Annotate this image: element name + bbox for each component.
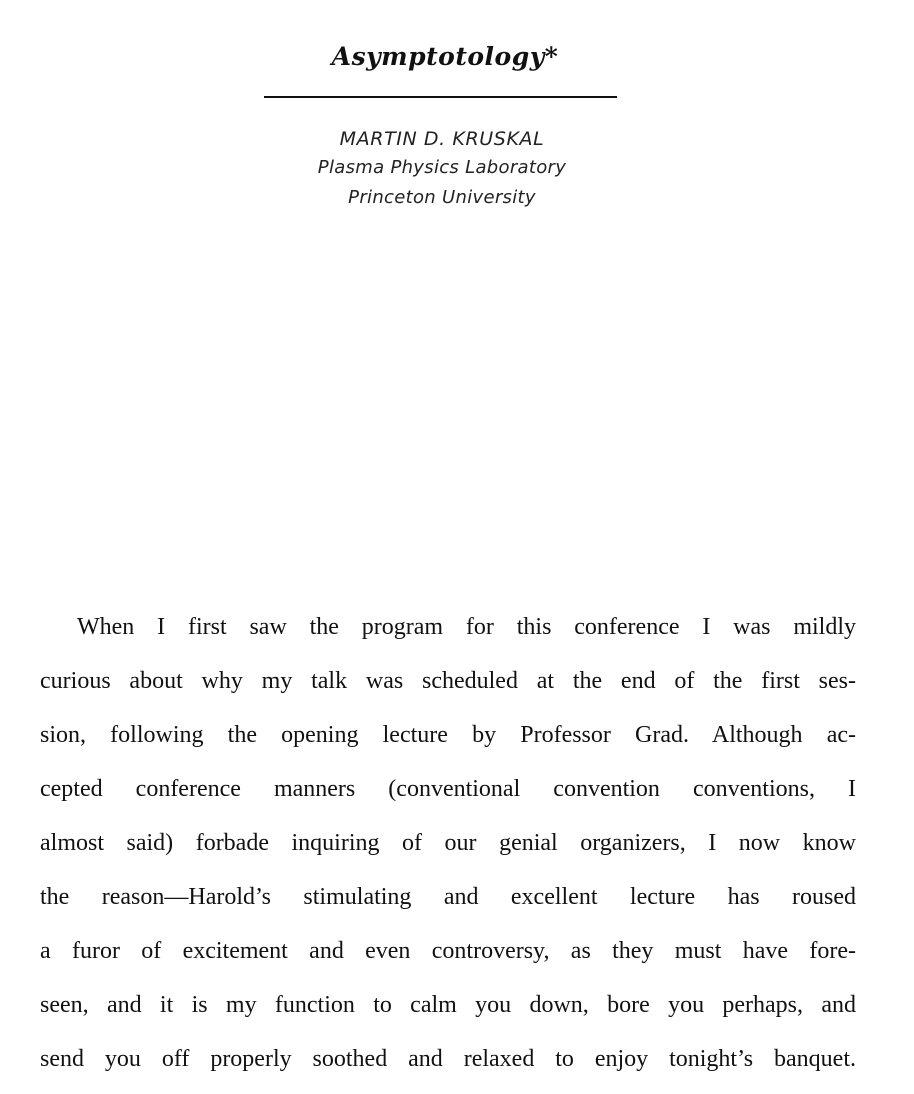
author-name: MARTIN D. KRUSKAL xyxy=(339,128,545,150)
paragraph-line: a furor of excitement and even controversy, as they must have fore- xyxy=(40,938,856,964)
paragraph-line: almost said) forbade inquiring of our genial organizers, I now know xyxy=(40,830,856,856)
paragraph-line: curious about why my talk was scheduled at the end of the first ses- xyxy=(40,668,856,694)
paragraph-line: seen, and it is my function to calm you down, bore you perhaps, and xyxy=(40,992,856,1018)
paragraph-line: sion, following the opening lecture by Professor Grad. Although ac- xyxy=(40,722,856,748)
title-underline-rule xyxy=(264,96,617,98)
paragraph-line: the reason—Harold’s stimulating and excellent lecture has roused xyxy=(40,884,856,910)
paragraph-line: When I first saw the program for this conference I was mildly xyxy=(77,614,856,640)
author-affiliation-university: Princeton University xyxy=(348,187,536,208)
paper-title: Asymptotology* xyxy=(331,42,559,71)
paragraph-line: send you off properly soothed and relaxed to enjoy tonight’s banquet. xyxy=(40,1046,856,1072)
body-paragraph xyxy=(40,600,856,1086)
author-affiliation-lab: Plasma Physics Laboratory xyxy=(317,157,567,178)
paragraph-line: cepted conference manners (conventional convention conventions, I xyxy=(40,776,856,802)
